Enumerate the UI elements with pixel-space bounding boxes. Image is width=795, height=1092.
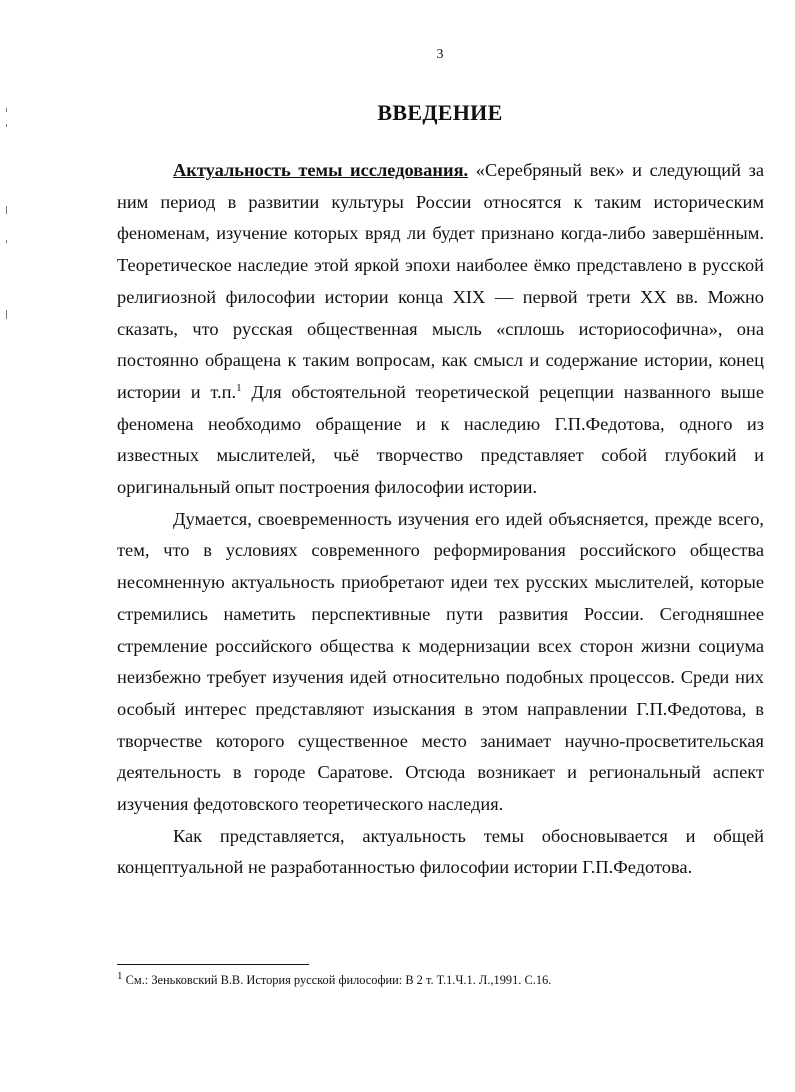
page-number: 3 [436, 47, 444, 62]
scan-margin-mark [6, 240, 7, 243]
footnote [117, 969, 764, 988]
paragraph-relevance [117, 155, 764, 504]
relevance-lead: Актуальность темы исследования. [173, 160, 469, 180]
footnote-divider [117, 964, 309, 965]
footnote-reference: 1 [236, 381, 242, 394]
body-text [117, 155, 764, 884]
paragraph-text: Для обстоятельной теоретической рецепции названного выше феномена необходимо обращение и к наследию Г.П.Федотова, одного из известных мыслителей, чьё творчество представляет собой глубокий и оригинальный опыт построения философии истории. [117, 381, 764, 498]
paragraph-text: «Серебряный век» и следующий за ним период в развитии культуры России относятся к таким историческим феноменам, изучение которых вряд ли будет признано когда-либо завершённым. Теоретическое наследие этой яркой эпохи наиболее ёмко представлено в русской религиозной философии истории конца XIX — первой трети XX вв. Можно сказать, что русская общественная мысль «сплошь историософична», она постоянно обращена к таким вопросам, как смысл и содержание истории, конец истории и т.п. [117, 160, 765, 402]
section-heading: ВВЕДЕНИЕ [377, 100, 503, 125]
paragraph-conceptual: Как представляется, актуальность темы обосновывается и общей концептуальной не разработанностью философии истории Г.П.Федотова. [117, 825, 764, 878]
scan-margin-mark [6, 310, 7, 319]
footnote-text: См.: Зеньковский В.В. История русской философии: В 2 т. Т.1.Ч.1. Л.,1991. С.16. [122, 973, 552, 987]
scan-margin-mark [6, 206, 7, 214]
paragraph-timeliness: Думается, своевременность изучения его идей объясняется, прежде всего, тем, что в условиях современного реформирования российского общества несомненную актуальность приобретают идеи тех русских мыслителей, которые стремились наметить перспективные пути развития России. Сегодняшнее стремление российского общества к модернизации всех сторон жизни социума неизбежно требует изучения идей относительно подобных процессов. Среди них особый интерес представляют изыскания в этом направлении Г.П.Федотова, в творчестве которого существенное место занимает научно-просветительская деятельность в городе Саратове. Отсюда возникает и региональный аспект изучения федотовского теоретического наследия. [117, 508, 764, 815]
footnote-marker: 1 [117, 969, 123, 982]
